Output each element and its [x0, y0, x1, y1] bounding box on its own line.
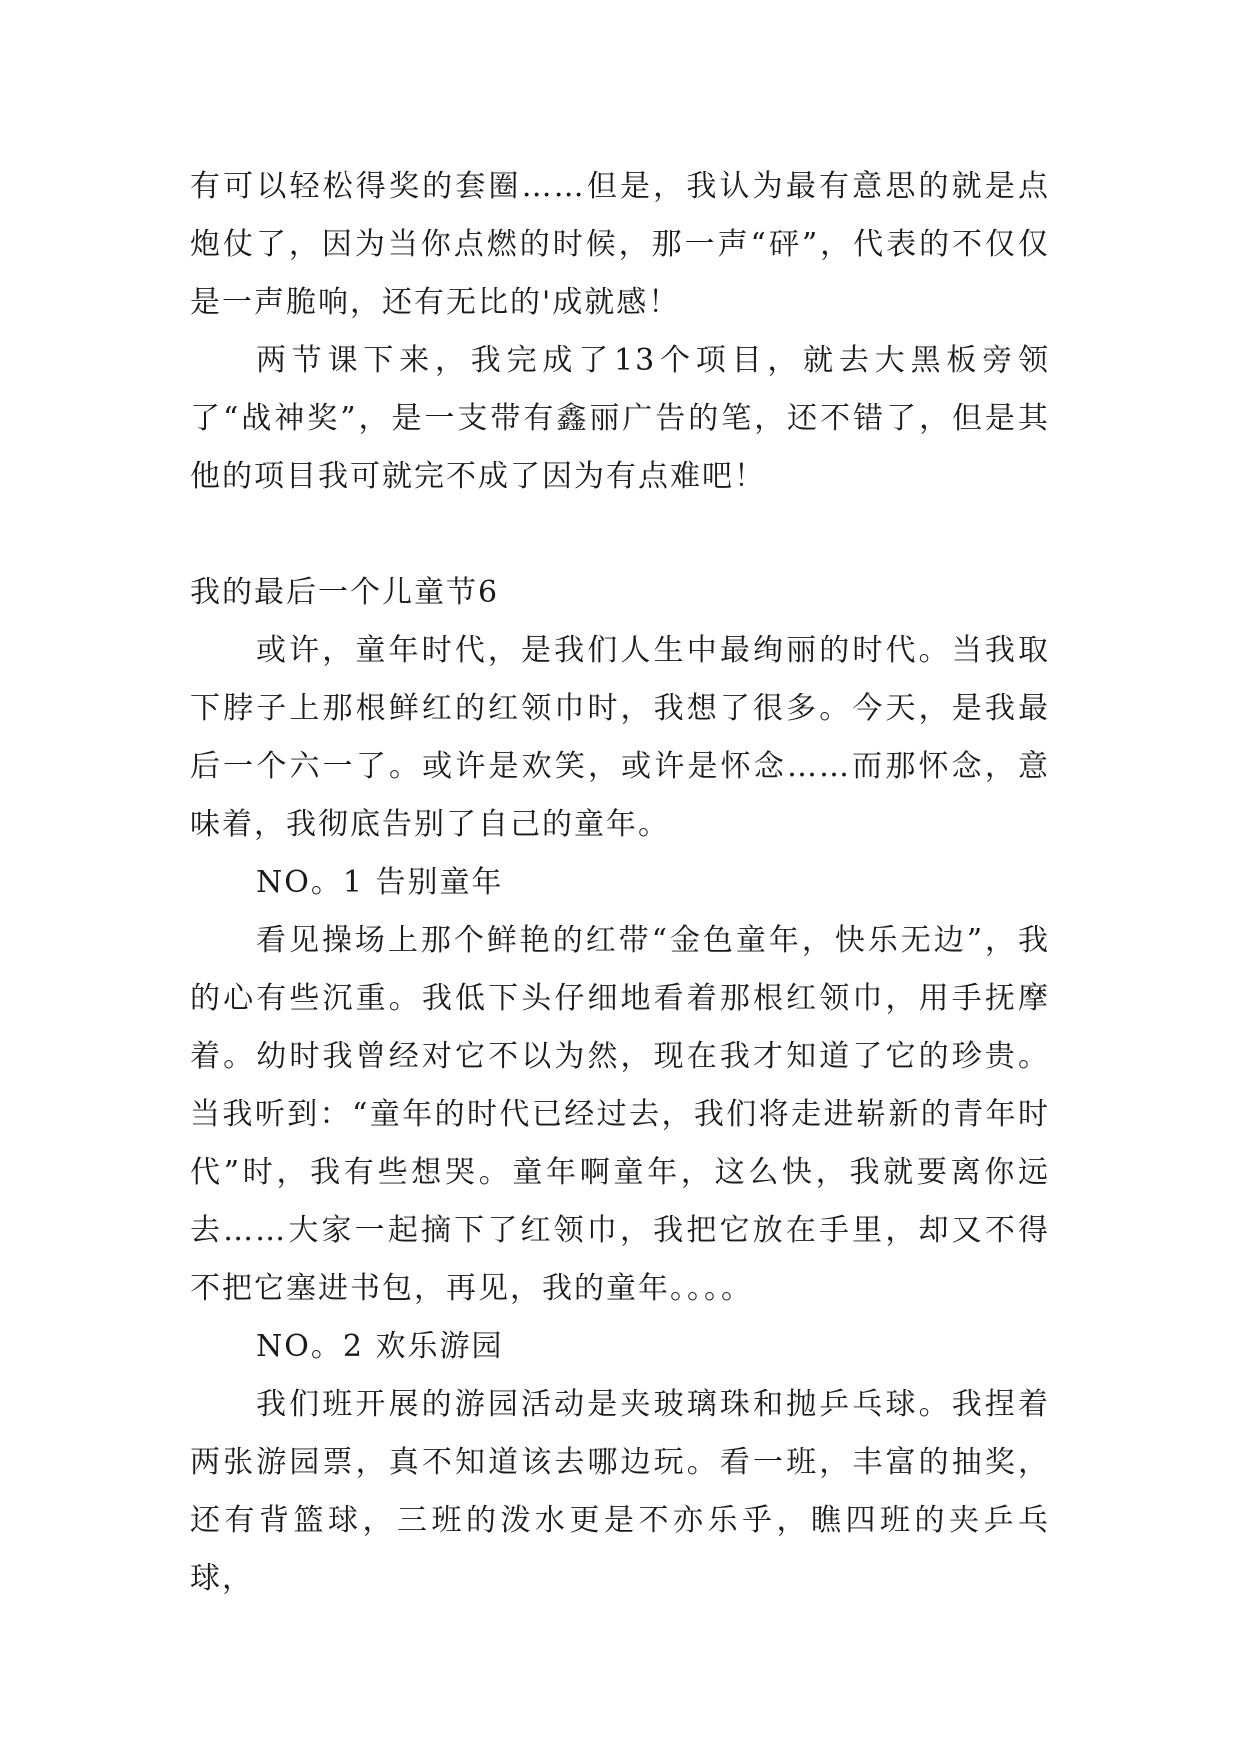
subheading-1: NO。1 告别童年 — [256, 865, 504, 900]
paragraph-2: 两节课下来，我完成了13个项目，就去大黑板旁领了“战神奖”，是一支带有鑫丽广告的笔，还不错了，但是其他的项目我可就完不成了因为有点难吧！ — [190, 343, 1050, 494]
section-gap — [190, 506, 1050, 564]
paragraph-1: 有可以轻松得奖的套圈……但是，我认为最有意思的就是点炮仗了，因为当你点燃的时候，那一声“砰”，代表的不仅仅是一声脆响，还有无比的'成就感！ — [190, 169, 1050, 320]
paragraph-3: 或许，童年时代，是我们人生中最绚丽的时代。当我取下脖子上那根鲜红的红领巾时，我想了很多。今天，是我最后一个六一了。或许是欢笑，或许是怀念……而那怀念，意味着，我彻底告别了自己的童年。 — [190, 633, 1050, 842]
paragraph-4: 看见操场上那个鲜艳的红带“金色童年，快乐无边”，我的心有些沉重。我低下头仔细地看着那根红领巾，用手抚摩着。幼时我曾经对它不以为然，现在我才知道了它的珍贵。当我听到：“童年的时代已经过去，我们将走进崭新的青年时代”时，我有些想哭。童年啊童年，这么快，我就要离你远去……大家一起摘下了红领巾，我把它放在手里，却又不得不把它塞进书包，再见，我的童年。。。。 — [190, 923, 1050, 1306]
subheading-2: NO。2 欢乐游园 — [256, 1329, 504, 1364]
document-body — [190, 158, 1050, 1608]
paragraph-5: 我们班开展的游园活动是夹玻璃珠和抛乒乓球。我捏着两张游园票，真不知道该去哪边玩。看一班，丰富的抽奖，还有背篮球，三班的泼水更是不亦乐乎，瞧四班的夹乒乓球， — [190, 1387, 1050, 1596]
section-title: 我的最后一个儿童节6 — [190, 575, 500, 610]
